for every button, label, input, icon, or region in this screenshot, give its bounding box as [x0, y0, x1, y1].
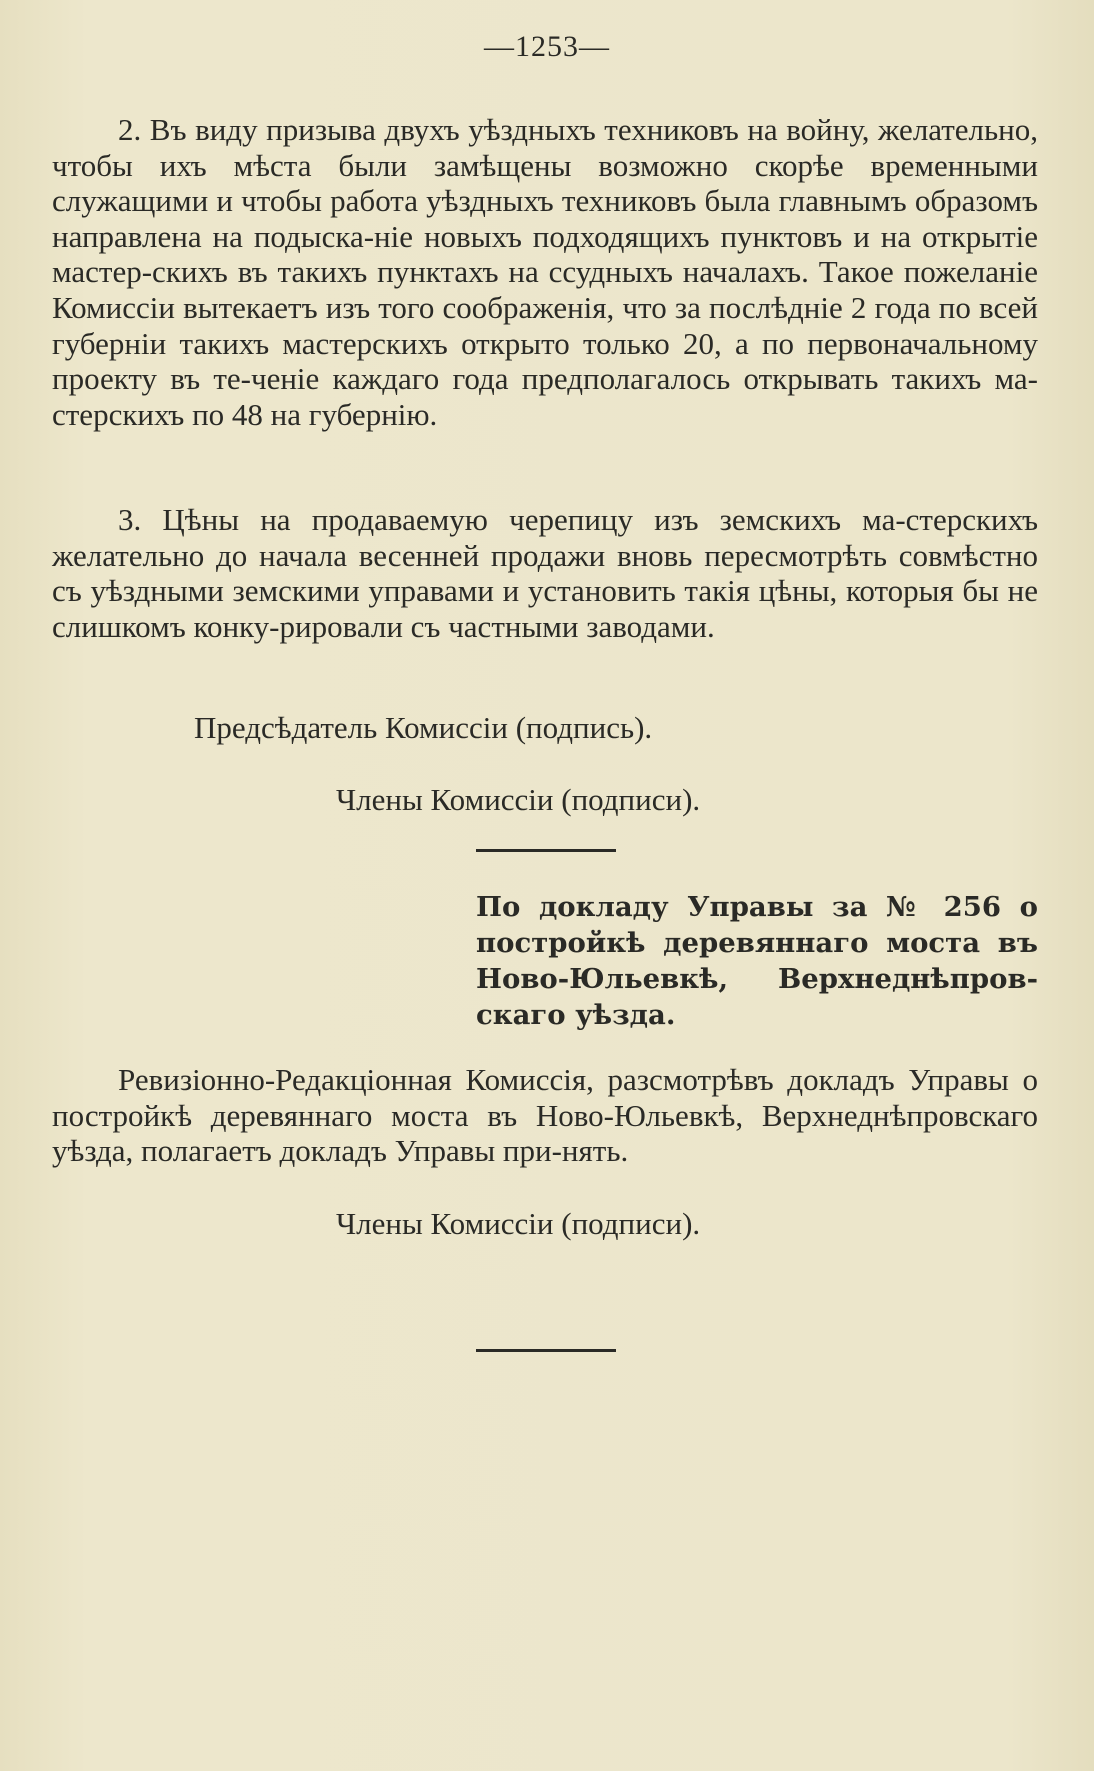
paragraph-report	[52, 1062, 1038, 1169]
paragraph-2-text: 2. Въ виду призыва двухъ уѣздныхъ техниковъ на войну, желательно, чтобы ихъ мѣста были замѣщены возможно скорѣе временными служащими и чтобы работа уѣздныхъ техниковъ была главнымъ образомъ направлена на подыска-ніе новыхъ подходящихъ пунктовъ и на открытіе мастер-скихъ въ такихъ пунктахъ на ссудныхъ началахъ. Такое пожеланіе Комиссіи вытекаетъ изъ того соображенія, что за послѣдніе 2 года по всей губерніи такихъ мастерскихъ открыто только 20, а по первоначальному проекту въ те-ченіе каждаго года предполагалось открывать такихъ ма-стерскихъ по 48 на губернію.	[52, 112, 1038, 432]
paragraph-3	[52, 502, 1038, 644]
end-divider	[476, 1349, 616, 1352]
members-signature: Члены Комиссіи (подписи).	[336, 782, 701, 817]
section-divider	[476, 849, 616, 852]
members-signature-2: Члены Комиссіи (подписи).	[336, 1206, 701, 1241]
page-number: —1253—	[484, 30, 610, 63]
paragraph-report-text: Ревизіонно-Редакціонная Комиссія, разсмотрѣвъ докладъ Управы о постройкѣ деревяннаго моста въ Ново-Юльевкѣ, Верхнеднѣпровскаго уѣзда, полагаетъ докладъ Управы при-нять.	[52, 1062, 1038, 1169]
chairman-signature: Предсѣдатель Комиссіи (подпись).	[194, 710, 653, 745]
paragraph-2	[52, 112, 1038, 432]
report-heading: По докладу Управы за № 256 о постройкѣ деревяннаго моста въ Ново-Юльевкѣ, Верхнеднѣпров-скаго уѣзда.	[476, 891, 1038, 1031]
paragraph-3-text: 3. Цѣны на продаваемую черепицу изъ земскихъ ма-стерскихъ желательно до начала весенней продажи вновь пересмотрѣть совмѣстно съ уѣздными земскими управами и установить такія цѣны, которыя бы не слишкомъ конку-рировали съ частными заводами.	[52, 502, 1038, 644]
